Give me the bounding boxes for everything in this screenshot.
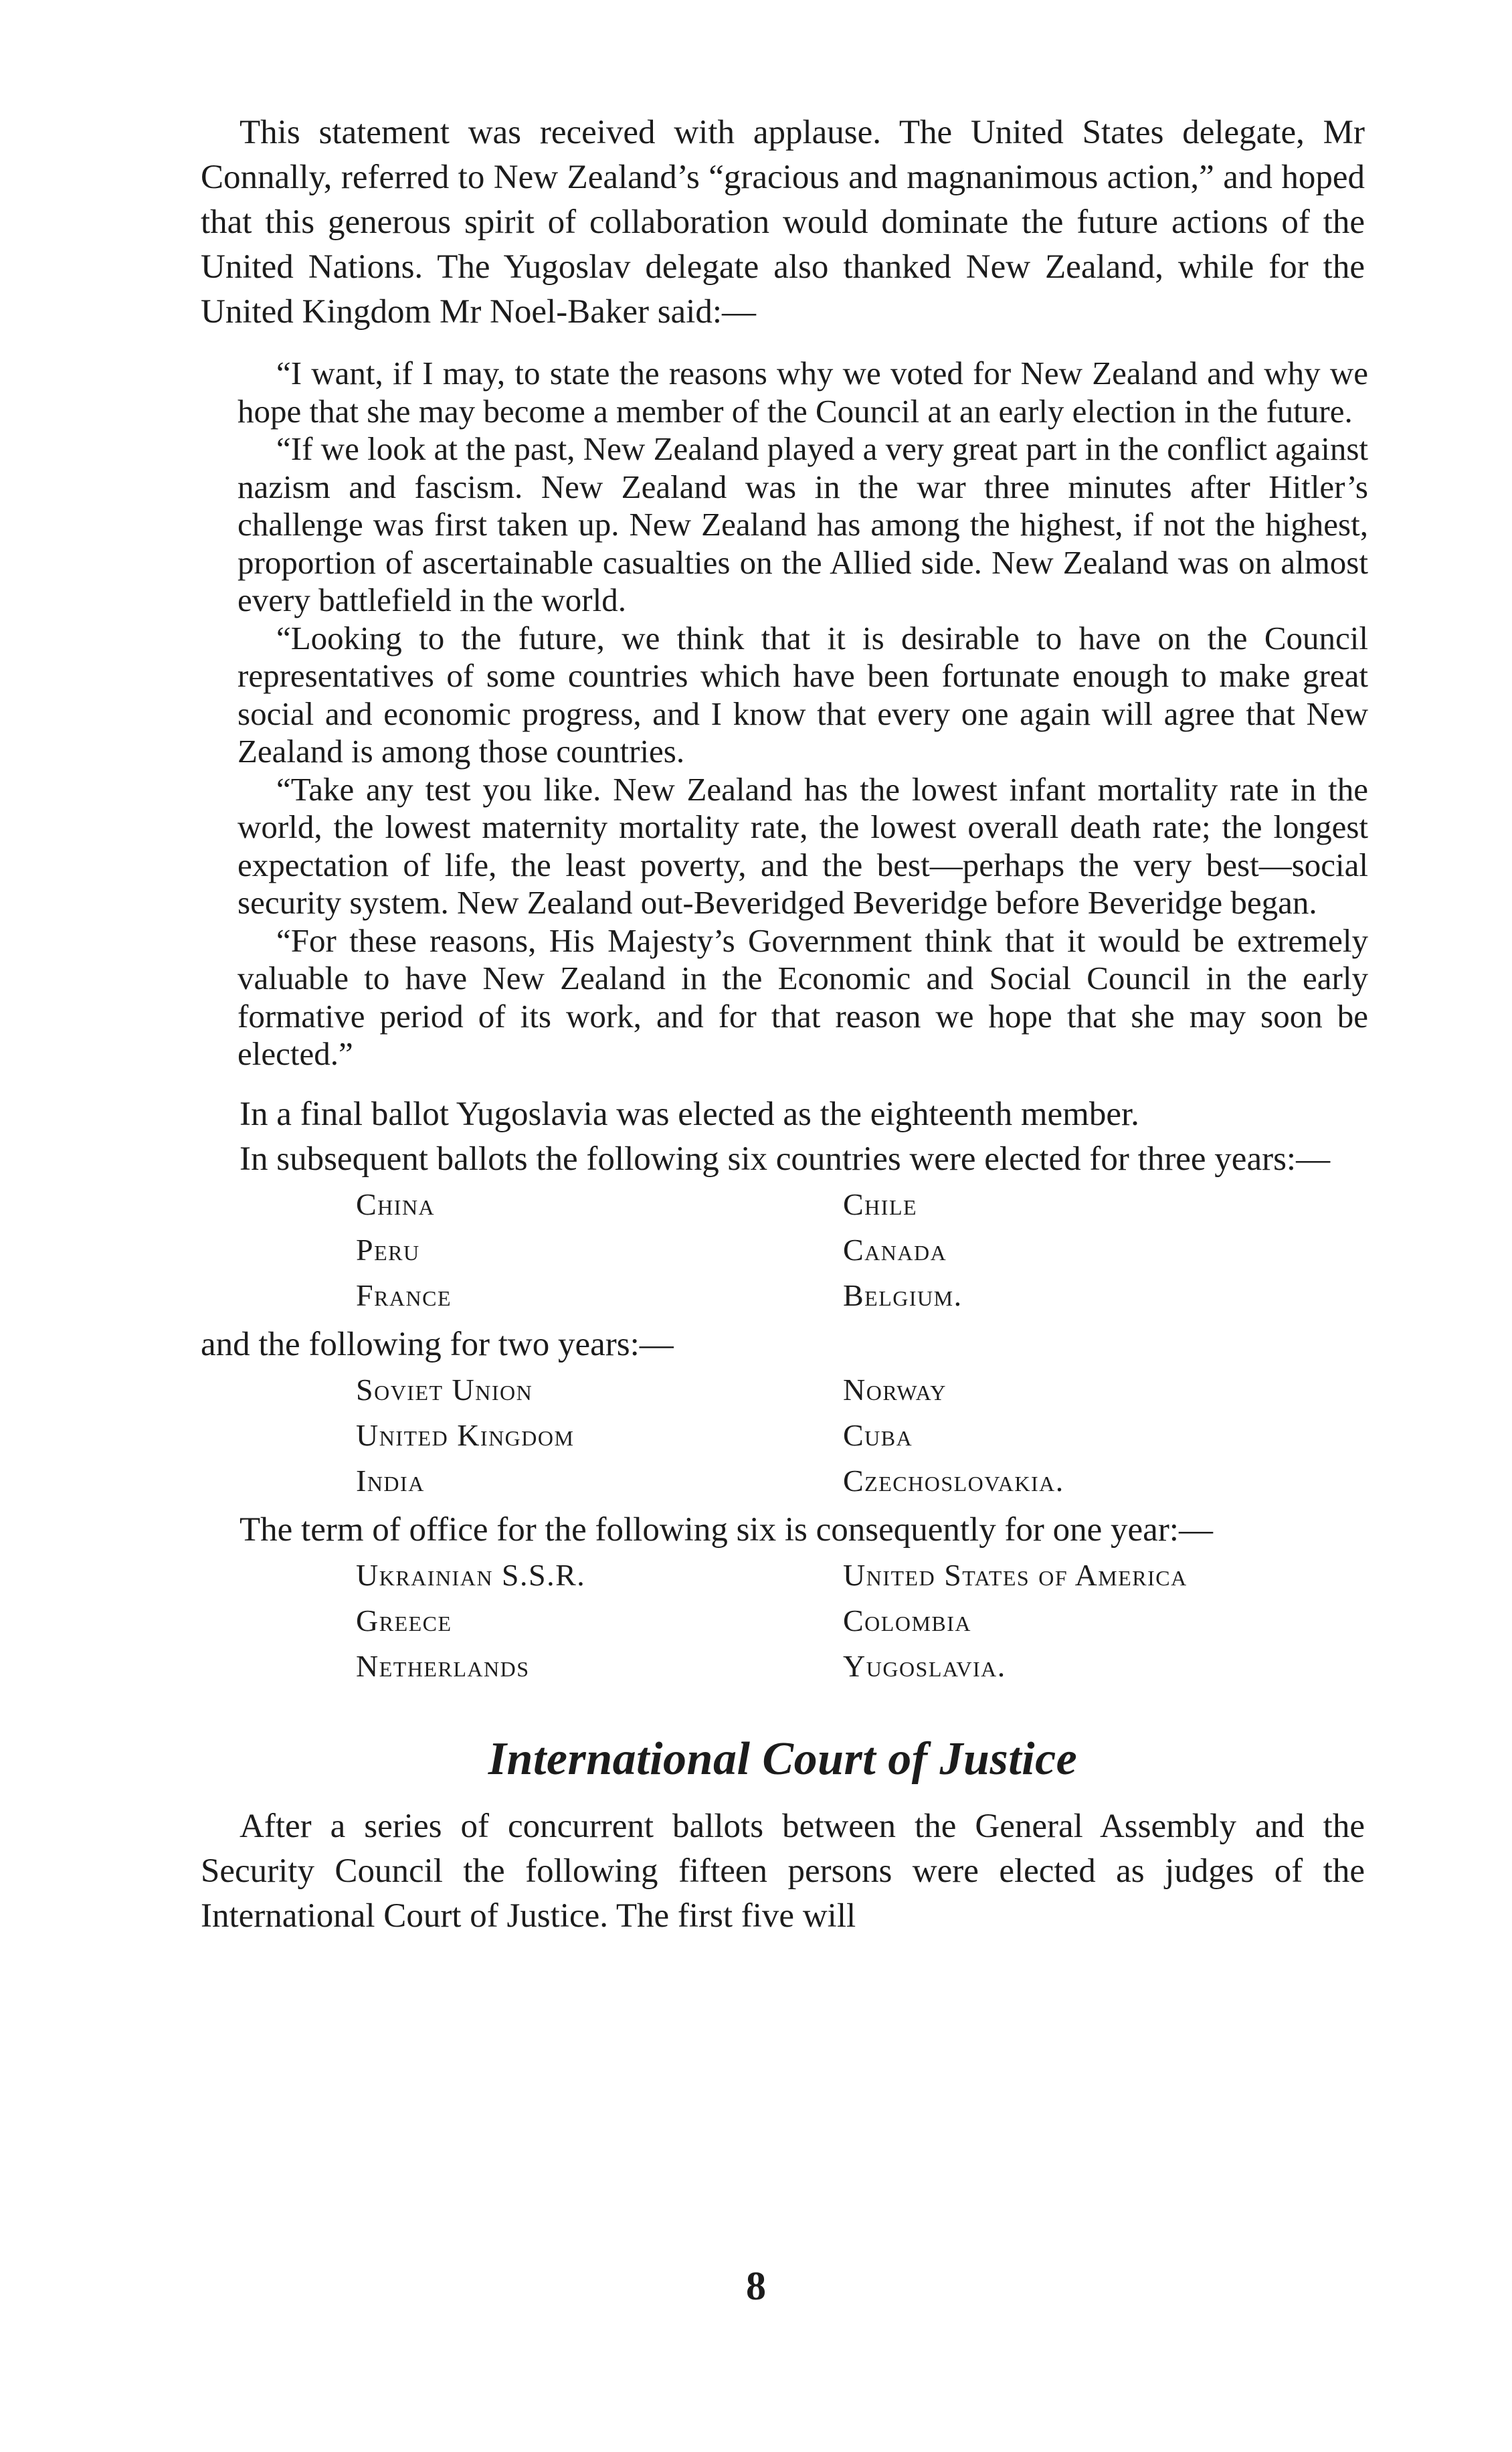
country-name: Colombia [843,1603,972,1638]
country-name: China [356,1187,436,1221]
page-number: 8 [746,2264,766,2308]
court-paragraph: After a series of concurrent ballots between the General Assembly and the Security Council the following fifteen persons were elected as judges of the International Court of Justice. The first five will [201,1807,1365,1935]
country-name: Ukrainian S.S.R. [356,1557,586,1592]
one-year-countries [356,1553,1365,1689]
country-name: Belgium. [843,1278,963,1312]
quote-paragraph: “For these reasons, His Majesty’s Government think that it would be extremely valuable to have New Zealand in the Economic and Social Council in the early formative period of its work, and for that reason we hope that she may soon be elected.” [238,922,1368,1072]
country-name: United Kingdom [356,1417,575,1452]
quote-paragraph: “Looking to the future, we think that it is desirable to have on the Council representatives of some countries which have been fortunate enough to make great social and economic progress, and I know that every one again will agree that New Zealand is among those countries. [238,619,1368,770]
country-name: Soviet Union [356,1372,533,1407]
country-name: Peru [356,1232,420,1267]
country-name: Yugoslavia. [843,1648,1006,1683]
quote-paragraph: “I want, if I may, to state the reasons why we voted for New Zealand and why we hope that she may become a member of the Council at an early election in the future. [238,355,1368,430]
country-name: France [356,1278,452,1312]
country-name: Chile [843,1187,918,1221]
country-name: United States of America [843,1557,1188,1592]
two-year-countries [356,1367,1365,1504]
section-heading: International Court of Justice [488,1733,1078,1785]
two-years-intro: and the following for two years:— [201,1325,674,1363]
subsequent-ballots-paragraph: In subsequent ballots the following six countries were elected for three years:— [240,1140,1331,1178]
intro-paragraph: This statement was received with applause. The United States delegate, Mr Connally, referred to New Zealand’s “gracious and magnanimous action,” and hoped that this generous spirit of collaboration would dominate the future actions of the United Nations. The Yugoslav delegate also thanked New Zealand, while for the United Kingdom Mr Noel-Baker said:— [201,114,1365,331]
country-name: Norway [843,1372,947,1407]
country-name: India [356,1463,425,1498]
one-year-intro: The term of office for the following six is consequently for one year:— [240,1510,1213,1549]
final-ballot-paragraph: In a final ballot Yugoslavia was elected as the eighteenth member. [240,1095,1139,1133]
quote-paragraph: “If we look at the past, New Zealand played a very great part in the conflict against nazism and fascism. New Zealand was in the war three minutes after Hitler’s challenge was first taken up. New Zealand has among the highest, if not the highest, proportion of ascertainable casualties on the Allied side. New Zealand was on almost every battlefield in the world. [238,430,1368,618]
page-body [201,110,1368,1939]
country-name: Greece [356,1603,452,1638]
quote-paragraph: “Take any test you like. New Zealand has the lowest infant mortality rate in the world, the lowest maternity mortality rate, the lowest overall death rate; the longest expectation of life, the least poverty, and the best—perhaps the very best—social security system. New Zealand out-Beveridged Beveridge before Beveridge began. [238,770,1368,921]
country-name: Czechoslovakia. [843,1463,1064,1498]
country-name: Cuba [843,1417,913,1452]
country-name: Canada [843,1232,947,1267]
three-year-countries [356,1182,1365,1318]
country-name: Netherlands [356,1648,530,1683]
noel-baker-quote [238,355,1368,1073]
